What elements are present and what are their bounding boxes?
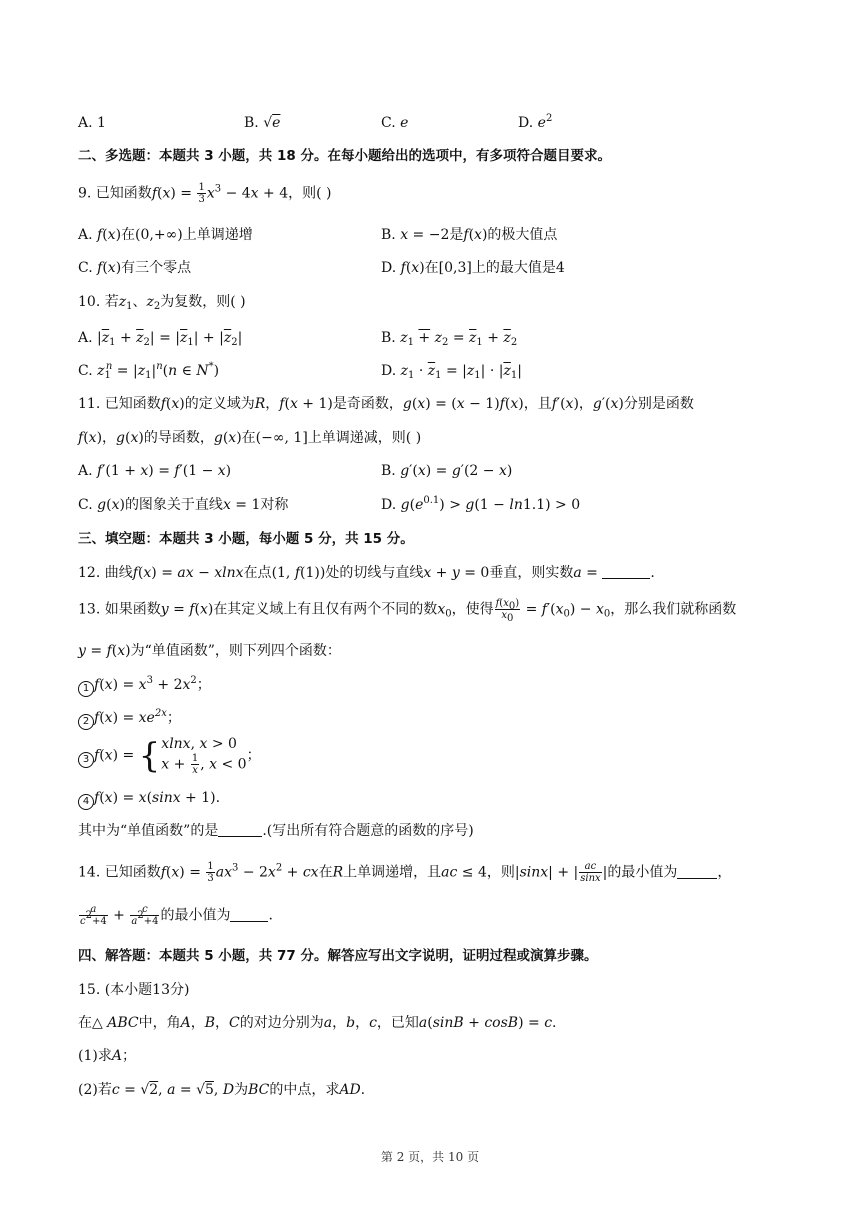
q13-answer-line: 其中为“单值函数”的是 .(写出所有符合题意的函数的序号) — [78, 823, 474, 839]
q13-function-1: 1 $f(x) = x^3 + 2x^2$； — [78, 675, 211, 697]
q8-option-d: D. $e^2$ — [518, 113, 553, 131]
q9-option-d: D. f(x)在[0,3]上的最大值是4 — [381, 260, 565, 276]
answer-blank[interactable] — [230, 907, 268, 922]
q8-option-a: A. 1 — [78, 115, 106, 131]
q13-function-4: 4 f(x) = x(sinx + 1). — [78, 788, 220, 810]
q13-function-3: 3 f(x) = { xlnx, x > 0 x + $\frac{1}{x}$ , x < 0 ； — [78, 735, 261, 776]
q12-stem: 12. 曲线f(x) = ax − xlnx在点(1, f(1))处的切线与直线x + y = 0垂直，则实数a = . — [78, 565, 655, 581]
q10-option-c: C. $z_1^n = |z_1|^n(n$ ∈ N*) — [78, 361, 220, 381]
q13-stem-line2: y = f(x)为“单值函数”，则下列四个函数： — [78, 643, 341, 659]
q15-part-2: (2)若c = √2, a = √5, D为BC的中点，求AD. — [78, 1082, 366, 1098]
q9-option-c: C. f(x)有三个零点 — [78, 260, 192, 276]
answer-blank[interactable] — [677, 864, 717, 879]
q11-option-d: D. $g(e^{0.1}) > g(1 - \ln 1.1) > 0$ — [381, 495, 581, 513]
q9-option-b: B. x = −2是f(x)的极大值点 — [381, 227, 558, 243]
q13-stem-line1: 13. 如果函数y = f(x)在其定义域上有且仅有两个不同的数$x_0$，使得 $\frac{f(x_0)}{x_0}$ = $f'(x_0) - x_0$，那么我们就称函数 — [78, 598, 737, 624]
answer-blank[interactable] — [602, 564, 650, 579]
q9-option-a: A. f(x)在(0,+∞)上单调递增 — [78, 227, 253, 243]
page-footer: 第 2 页，共 10 页 — [380, 1150, 480, 1164]
q11-option-a: A. f′(1 + x) = f′(1 − x) — [78, 463, 232, 479]
circled-number: 2 — [78, 714, 94, 730]
q11-option-c: C. g(x)的图象关于直线x = 1对称 — [78, 497, 289, 513]
q13-function-2: 2 $f(x) = xe^{2x}$； — [78, 708, 181, 730]
q11-option-b: B. g′(x) = g′(2 − x) — [381, 463, 513, 479]
section-4-heading: 四、解答题：本题共 5 小题，共 77 分。解答应写出文字说明，证明过程或演算步骤。 — [78, 948, 598, 964]
q8-option-b: B. √e — [244, 115, 281, 131]
q14-stem-line1: 14. 已知函数f(x) = $\frac{1}{3}$ $ax^3 - 2x^2$ + cx在R上单调递增，且ac ≤ 4，则|sinx| + | $\frac{ac}{\sin x}$ |的最小值为 ， — [78, 861, 732, 884]
q11-stem-line2: f(x)，g(x)的导函数，g(x)在(−∞, 1]上单调递减，则( ) — [78, 430, 422, 446]
q8-option-c: C. e — [381, 115, 409, 131]
q15-stem: 在△ ABC中，角A，B，C的对边分别为a，b，c，已知a(sinB + cosB) = c. — [78, 1015, 557, 1031]
answer-blank[interactable] — [218, 822, 262, 837]
section-3-heading: 三、填空题：本题共 3 小题，每小题 5 分，共 15 分。 — [78, 531, 414, 547]
q9-stem: 9. 已知函数f(x) = $\frac{1}{3}$ $x^3 - 4x + 4$，则( ) — [78, 182, 332, 205]
q10-stem: 10. 若$z_1$、$z_2$为复数，则( ) — [78, 294, 246, 312]
q11-stem-line1: 11. 已知函数f(x)的定义域为R，f(x + 1)是奇函数，g(x) = (x − 1)f(x)，且f′(x)，g′(x)分别是函数 — [78, 396, 694, 412]
q15-title: 15. (本小题13分) — [78, 982, 190, 998]
circled-number: 1 — [78, 681, 94, 697]
circled-number: 4 — [78, 794, 94, 810]
q15-part-1: (1)求A； — [78, 1048, 136, 1064]
section-2-heading: 二、多选题：本题共 3 小题，共 18 分。在每小题给出的选项中，有多项符合题目要求。 — [78, 148, 611, 164]
q14-stem-line2: $\frac{a}{c^2+4}$ + $\frac{c}{a^2+4}$ 的最小值为 . — [80, 904, 273, 927]
q10-option-d: D. $z_1 \cdot \overline{z}_1 = |z_1| \cdot |\overline{z}_1|$ — [381, 363, 522, 381]
q10-option-b: B. $z_1 + z_2 = \overline{z}_1 + \overline{z}_2$ — [381, 330, 518, 348]
q10-option-a: A. $|\overline{z}_1 + \overline{z}_2| = |\overline{z}_1| + |\overline{z}_2|$ — [78, 330, 243, 348]
circled-number: 3 — [78, 752, 94, 768]
